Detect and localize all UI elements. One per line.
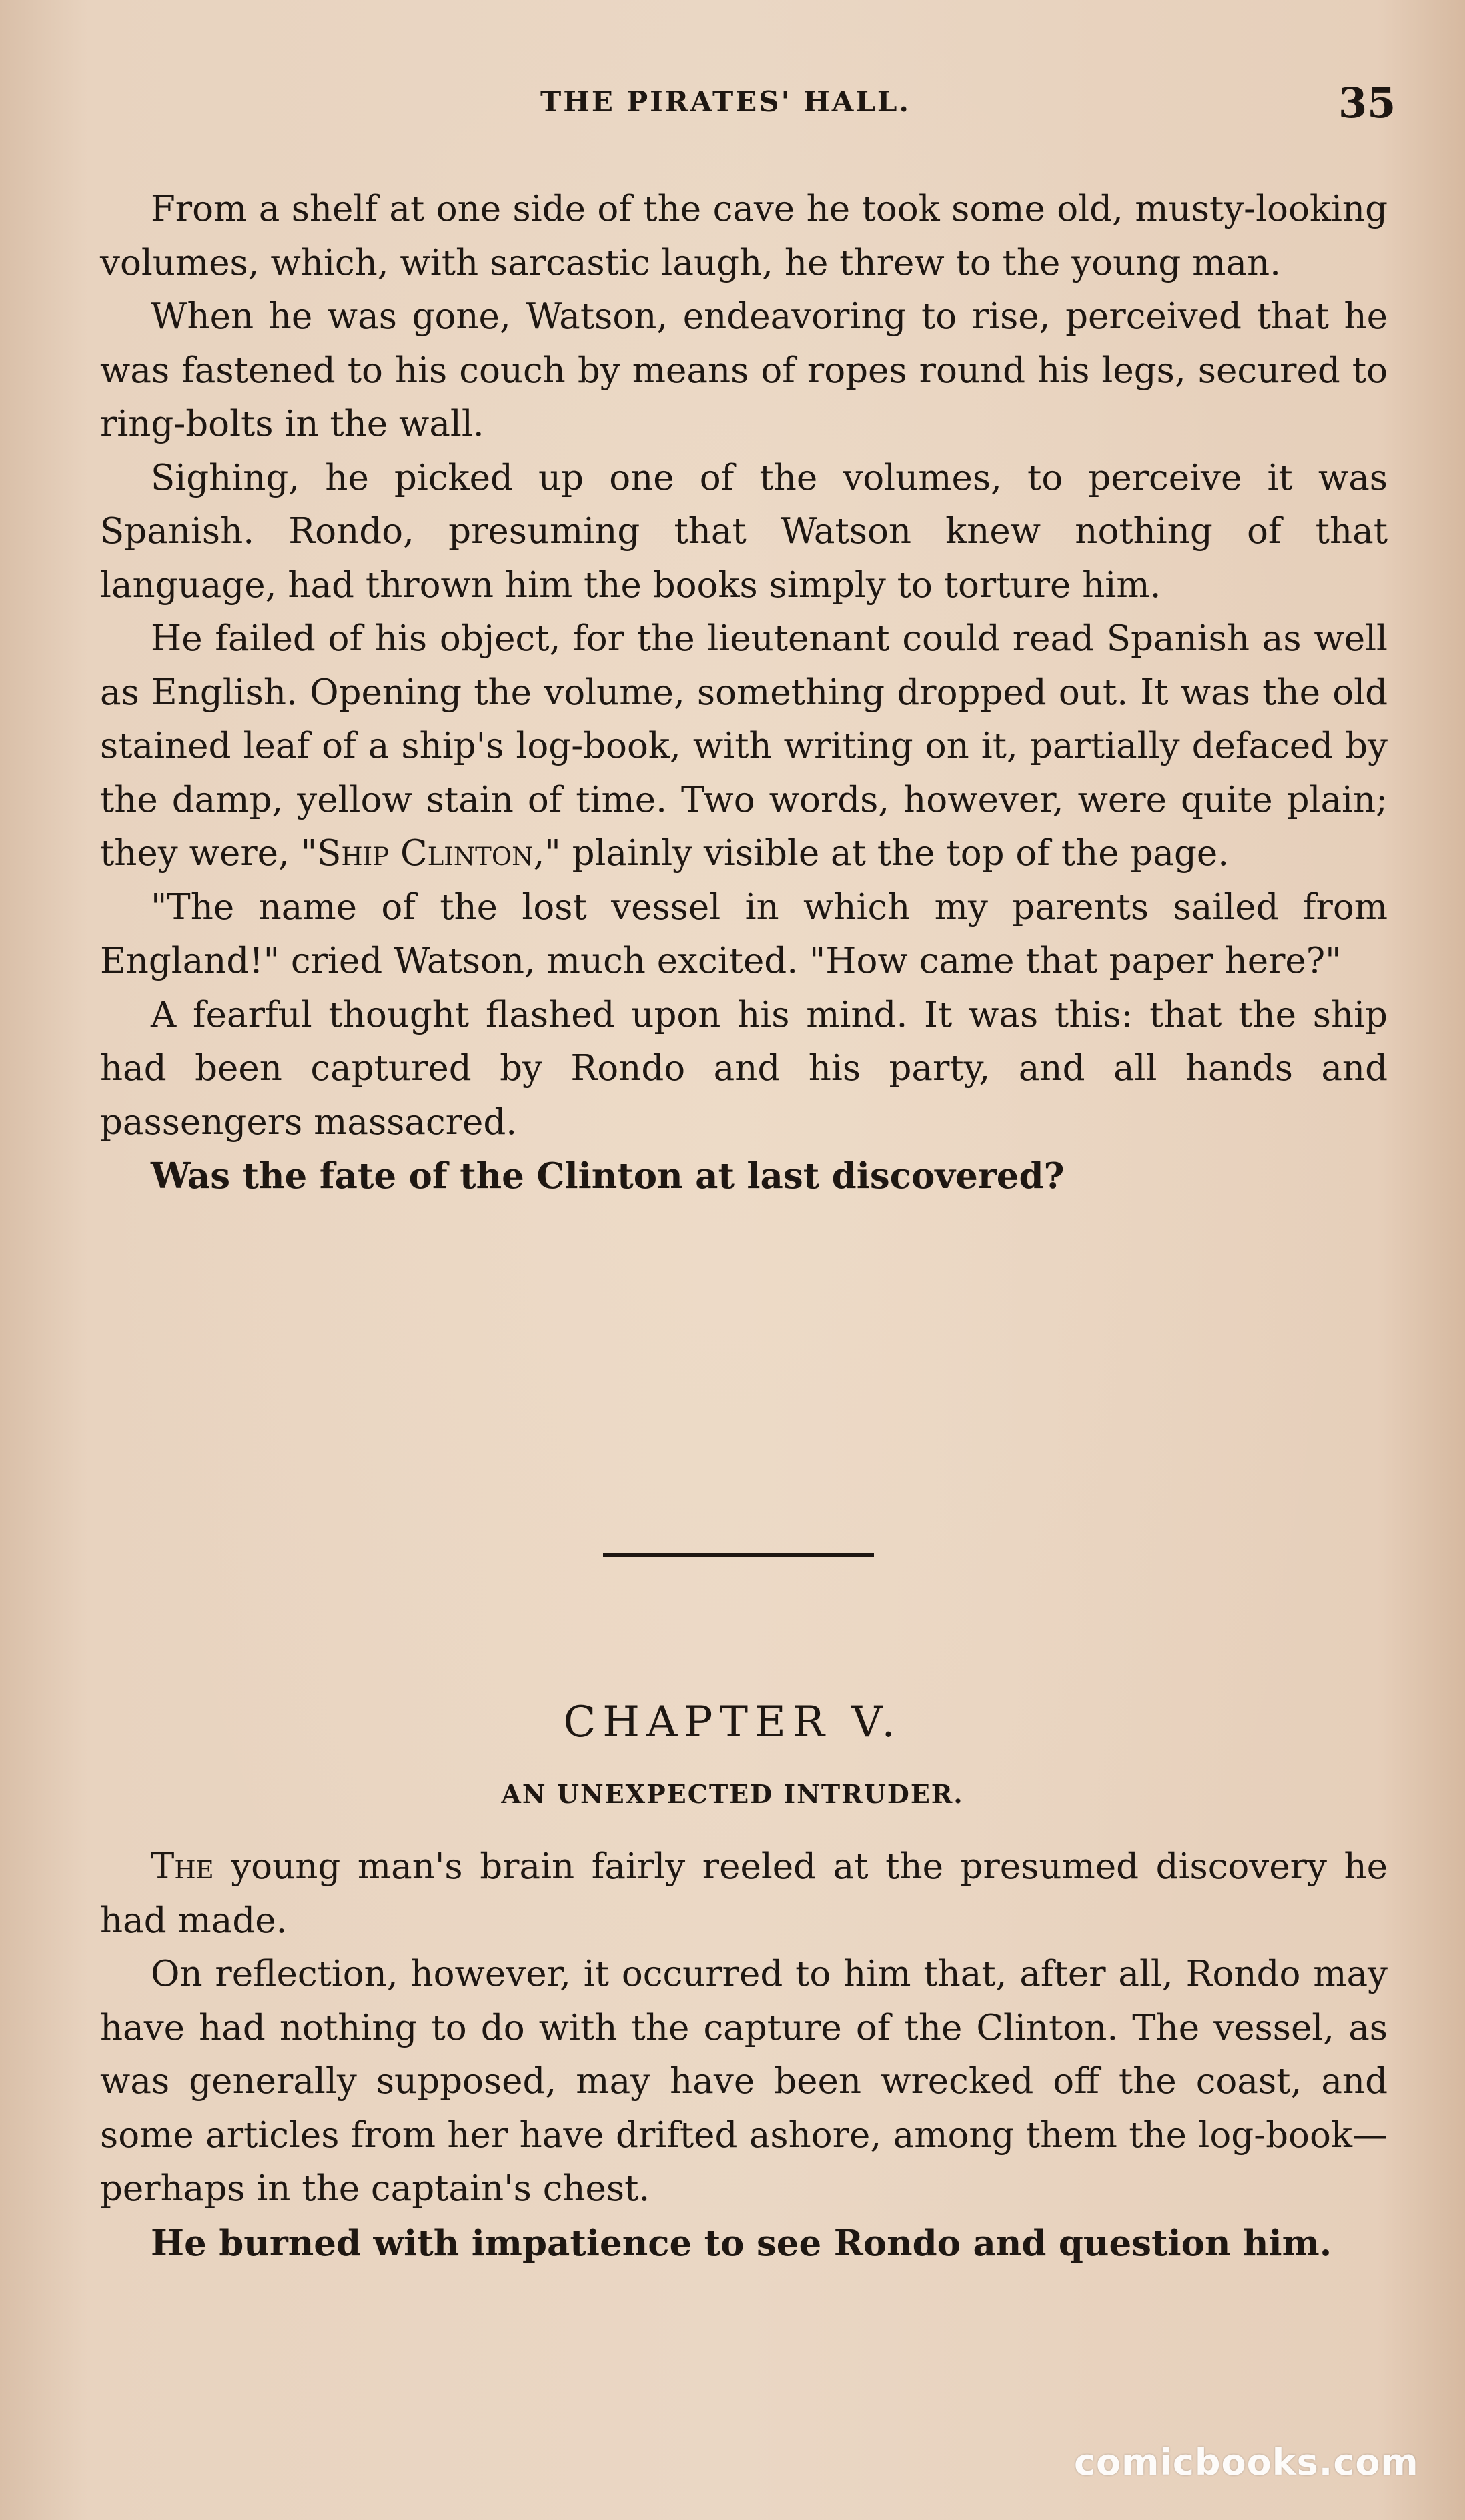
running-head xyxy=(0,79,1465,132)
paragraph-body: young man's brain fairly reeled at the presumed discovery he had made. xyxy=(100,1846,1388,1941)
chapter-subtitle: AN UNEXPECTED INTRUDER. xyxy=(501,1779,964,1809)
paragraph xyxy=(100,612,1388,881)
paragraph: "The name of the lost vessel in which my parents sailed from England!" cried Watson, much excited. "How came that paper here?" xyxy=(100,886,1388,981)
paragraph: A fearful thought flashed upon his mind. It was this: that the ship had been captured by Rondo and his party, and all hands and passengers massacred. xyxy=(100,994,1388,1143)
paragraph-body: He failed of his object, for the lieutenant could read Spanish as well as English. Opening the volume, something dropped out. It was the old stained leaf of a ship's log-book, with writing on it, partially defaced by the damp, yellow stain of time. Two words, however, were quite plain; they were, xyxy=(100,618,1388,874)
paragraph: When he was gone, Watson, endeavoring to rise, perceived that he was fastened to his couch by means of ropes round his legs, secured to ring-bolts in the wall. xyxy=(100,296,1388,444)
ship-name: "Ship Clinton," xyxy=(300,833,561,874)
paragraph: From a shelf at one side of the cave he took some old, musty-looking volumes, which, with sarcastic laugh, he threw to the young man. xyxy=(100,189,1388,283)
section-divider-rule xyxy=(603,1553,874,1557)
paragraph xyxy=(100,1840,1388,1948)
section-2-text xyxy=(100,1840,1388,2270)
ship-line-tail: plainly visible at the top of the page. xyxy=(560,833,1230,874)
page-number: 35 xyxy=(1338,79,1396,127)
watermark: comicbooks.com xyxy=(1074,2441,1419,2483)
paragraph: He burned with impatience to see Rondo and question him. xyxy=(151,2222,1332,2264)
first-word: The xyxy=(151,1846,214,1887)
section-1-text xyxy=(100,183,1388,1203)
chapter-title: CHAPTER V. xyxy=(563,1698,902,1747)
paragraph: Sighing, he picked up one of the volumes, to perceive it was Spanish. Rondo, presuming that Watson knew nothing of that language, had thrown him the books simply to torture him. xyxy=(100,457,1388,606)
paragraph: On reflection, however, it occurred to him that, after all, Rondo may have had nothing to do with the capture of the Clinton. The vessel, as was generally supposed, may have been wrecked off the coast, and some articles from her have drifted ashore, among them the log-book—perhaps in the captain's chest. xyxy=(100,1954,1388,2209)
running-title: THE PIRATES' HALL. xyxy=(540,85,911,118)
paragraph: Was the fate of the Clinton at last discovered? xyxy=(151,1155,1065,1197)
